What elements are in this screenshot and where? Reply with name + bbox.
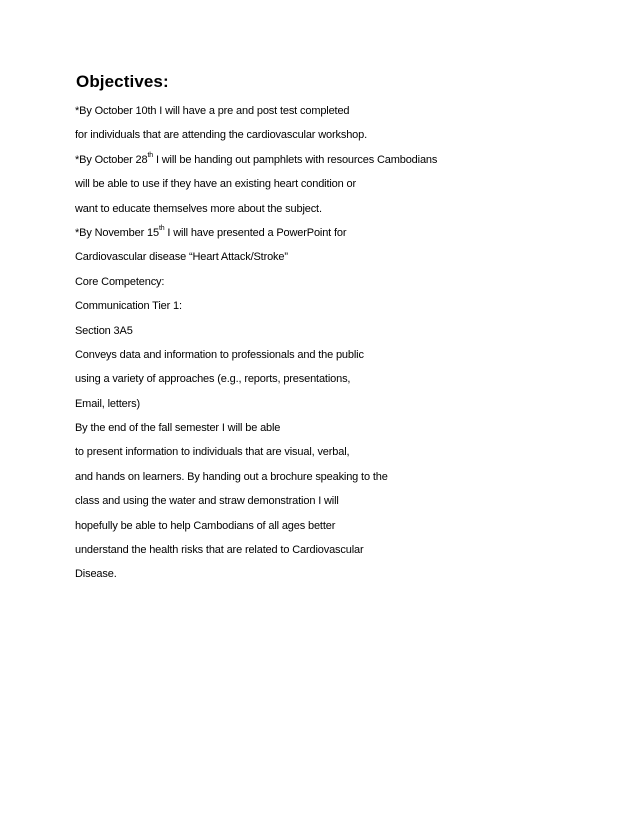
body-line: Email, letters): [75, 397, 140, 410]
ordinal-suffix: th: [147, 152, 154, 160]
body-line: class and using the water and straw demonstration I will: [75, 495, 339, 508]
line-text: I will be handing out pamphlets with resources Cambodians: [153, 153, 438, 166]
body-line: Cardiovascular disease “Heart Attack/Stroke”: [75, 251, 288, 264]
section-label: Section 3A5: [75, 324, 133, 337]
body-line: to present information to individuals that are visual, verbal,: [75, 446, 350, 459]
body-line: [75, 225, 437, 249]
body-line: [75, 152, 437, 176]
body-line: hopefully be able to help Cambodians of all ages better: [75, 519, 336, 532]
body-line: and hands on learners. By handing out a brochure speaking to the: [75, 470, 388, 483]
body-line: using a variety of approaches (e.g., reports, presentations,: [75, 373, 351, 386]
line-text: I will have presented a PowerPoint for: [164, 226, 347, 239]
body-line: want to educate themselves more about the subject.: [75, 202, 322, 215]
communication-tier-label: Communication Tier 1:: [75, 300, 182, 313]
body-line: *By October 10th I will have a pre and post test completed: [75, 105, 350, 117]
core-competency-label: Core Competency:: [75, 275, 165, 288]
body-line: will be able to use if they have an existing heart condition or: [75, 178, 357, 191]
line-text: *By November 15: [75, 226, 159, 239]
body-line: By the end of the fall semester I will be able: [75, 422, 281, 435]
body-line: for individuals that are attending the cardiovascular workshop.: [75, 129, 367, 142]
objectives-body: [75, 103, 437, 591]
objectives-heading: Objectives:: [76, 72, 169, 91]
line-text: *By October 28: [75, 153, 148, 166]
body-line: understand the health risks that are related to Cardiovascular: [75, 544, 364, 557]
body-line: Disease.: [75, 568, 117, 581]
ordinal-suffix: th: [158, 225, 165, 233]
body-line: Conveys data and information to professionals and the public: [75, 348, 364, 361]
